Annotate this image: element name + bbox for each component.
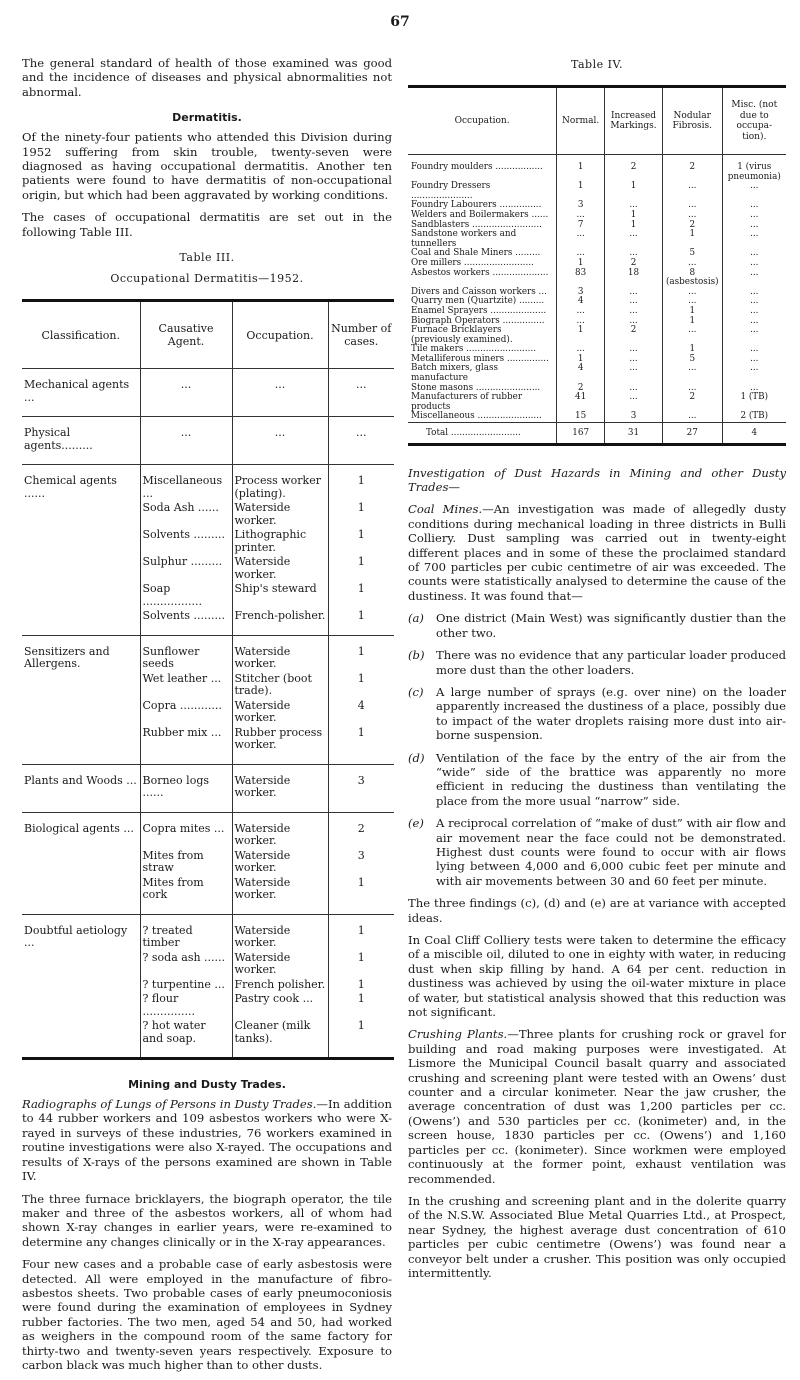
table3-classification <box>22 876 140 915</box>
table4-cell-occ: Miscellaneous ....................... <box>411 411 542 422</box>
table3-number: 1 <box>328 501 394 528</box>
table3-occupation: Pastry cook ... <box>232 992 328 1019</box>
table4-cell-normal: 1 <box>557 182 605 201</box>
table3-agent: Sulphur ......... <box>140 555 232 582</box>
table3-agent: Sunflower seeds <box>140 635 232 672</box>
table3-row <box>22 528 394 555</box>
table3-title: Table III. <box>179 251 235 265</box>
table4-cell-nod: ... <box>662 182 722 201</box>
table3-occupation: Waterside worker. <box>232 699 328 726</box>
table3-classification <box>22 849 140 876</box>
table3-number: ... <box>328 417 394 465</box>
table4-cell-nod: ... <box>662 211 722 221</box>
table3-agent: Mites from cork <box>140 876 232 915</box>
coal-lead: Coal Mines. <box>408 502 483 517</box>
table3-number: 1 <box>328 609 394 635</box>
table4-cell-occ: Biograph Operators ............... <box>411 315 545 326</box>
table3-row <box>22 609 394 635</box>
table3-number: 1 <box>328 635 394 672</box>
table3-agent: ? flour ............... <box>140 992 232 1019</box>
table3-classification <box>22 672 140 699</box>
table3-row <box>22 465 394 502</box>
table4-cell-inc: 3 <box>605 412 663 422</box>
table3-row <box>22 849 394 876</box>
table3-occupation: French polisher. <box>232 978 328 993</box>
findings-list-label: (e) <box>408 816 424 831</box>
table3-row <box>22 914 394 951</box>
table4-cell-normal: 2 <box>557 384 605 394</box>
mining-paragraph-1 <box>22 1097 392 1183</box>
table3-row <box>22 876 394 915</box>
table4-cell-occ: Foundry Dressers ...................... <box>411 181 491 201</box>
table4-cell-inc: 1 <box>605 182 663 201</box>
table4-cell-occ: Foundry Labourers ............... <box>411 200 542 211</box>
table4-cell-nod: 1 <box>662 230 722 249</box>
table4-cell-normal: ... <box>557 211 605 221</box>
table4-cell-inc: ... <box>605 288 663 298</box>
table3-occupation: Waterside worker. <box>232 764 328 812</box>
table3-classification: Sensitizers and Allergens. <box>22 635 140 672</box>
table3-occupation: French-polisher. <box>232 609 328 635</box>
table4-cell-occ: Furnace Bricklayers (previously examined). <box>411 325 513 345</box>
investigation-heading-text: Investigation of Dust Hazards in Mining and other Dusty Trades— <box>408 465 786 495</box>
table4-cell-inc: ... <box>605 345 663 355</box>
table4-cell-inc: 2 <box>605 326 663 345</box>
table4-header: Normal. <box>557 87 605 155</box>
table4-cell-nod: ... <box>662 384 722 394</box>
table4-header: Nodular Fibrosis. <box>662 87 722 155</box>
table3-occupation: Rubber process worker. <box>232 726 328 765</box>
table3-agent: ? treated timber <box>140 914 232 951</box>
table3-row <box>22 417 394 465</box>
table3-classification <box>22 555 140 582</box>
table3-number: 4 <box>328 699 394 726</box>
table3-row <box>22 992 394 1019</box>
table3-number: 1 <box>328 528 394 555</box>
table4-cell-occ: Metalliferous miners ............... <box>411 353 549 364</box>
table3-number: 3 <box>328 849 394 876</box>
mining-heading: Mining and Dusty Trades. <box>128 1078 286 1092</box>
table4-cell-occ: Sandblasters ......................... <box>411 219 542 230</box>
table4-cell-normal: 1 <box>557 259 605 269</box>
table4-cell-inc: 2 <box>605 259 663 269</box>
table4-cell-misc: 1 (TB) <box>722 393 786 412</box>
crushing-paragraph-2: In the crushing and screening plant and in the dolerite quarry of the N.S.W. Associated Blue Metal Quarries Ltd., at Prospect, near Sydney, the highest average dust concentration of 610 particles per cubic centimetre (Owens’) was found near a conveyor belt under a crusher. This position was only occupied intermittently. <box>408 1193 786 1280</box>
table4-cell-inc: 2 <box>605 155 663 183</box>
table3-classification <box>22 951 140 978</box>
table3-number: 1 <box>328 876 394 915</box>
table3-row <box>22 635 394 672</box>
table3-occupation: Waterside worker. <box>232 951 328 978</box>
findings-list-label: (b) <box>408 648 425 663</box>
table4-cell-misc: ... <box>722 269 786 288</box>
findings-list-text: A large number of sprays (e.g. over nine) on the loader apparently increased the dustiness of a place, possibly due to impact of the water droplets raising more dust into air-borne suspension. <box>436 684 786 743</box>
table4-cell-misc: ... <box>722 211 786 221</box>
table3-agent: Mites from straw <box>140 849 232 876</box>
table4-cell-inc: ... <box>605 230 663 249</box>
coal-cliff-paragraph: In Coal Cliff Colliery tests were taken to determine the efficacy of a miscible oil, diluted to one in eighty with water, in reducing dust when skip filling by hand. A 64 per cent. reduction in dustiness was achieved by using the oil-water mixture in place of water, but statistical analysis showed that this reduction was not significant. <box>408 933 786 1020</box>
findings-list-item <box>408 816 786 888</box>
coal-paragraph <box>408 502 786 603</box>
table3-body <box>22 369 394 1059</box>
table3-occupation: Cleaner (milk tanks). <box>232 1019 328 1059</box>
page-number: 67 <box>390 14 410 30</box>
table3-number: 1 <box>328 914 394 951</box>
table4-total-misc: 4 <box>722 423 786 445</box>
table3-classification: Biological agents ... <box>22 812 140 849</box>
table4-cell-normal: 4 <box>557 364 605 383</box>
table3-agent: Wet leather ... <box>140 672 232 699</box>
table3-occupation: Waterside worker. <box>232 635 328 672</box>
table4-cell-nod: ... <box>662 297 722 307</box>
table4-total-occ: Total ......................... <box>408 423 557 445</box>
table4-header-row <box>408 87 786 155</box>
findings-list-label: (c) <box>408 684 424 699</box>
table4-cell-nod: 2 <box>662 155 722 183</box>
table3-occupation: Waterside worker. <box>232 849 328 876</box>
table3-number: 1 <box>328 726 394 765</box>
crushing-paragraph-1-text: —Three plants for crushing rock or gravel for building and road making purposes were investigated. At Lismore the Municipal Council basalt quarry and associated crushing and screening plant were tested with an Owens’ dust counter and a circular konimeter. Near the jaw crusher, the average concentration of dust was 1,200 particles per cc. (Owens’) and 530 particles per cc. (konimeter) and, in the screen house, 1830 particles per cc. (Owens’) and 1,160 particles per cc. (konimeter). Since workmen were employed continuously at the former point, exhaust ventilation was recommended. <box>408 1027 787 1186</box>
table4-cell-misc: ... <box>722 221 786 231</box>
table3-occupation: ... <box>232 369 328 417</box>
table4-cell-occ: Foundry moulders ................. <box>411 162 543 172</box>
right-column <box>408 56 786 1288</box>
table3-classification: Doubtful aetiology ... <box>22 914 140 951</box>
table4-cell-nod: 2 <box>662 393 722 412</box>
table3-row <box>22 555 394 582</box>
table4-cell-occ: Coal and Shale Miners ......... <box>411 248 541 259</box>
table3-number: 1 <box>328 978 394 993</box>
table3-occupation: Waterside worker. <box>232 876 328 915</box>
table4-cell-nod: 5 <box>662 355 722 365</box>
findings-list-text: There was no evidence that any particular loader produced more dust than the other loaders. <box>436 648 786 677</box>
crushing-paragraph-1 <box>408 1027 786 1185</box>
table3-agent: Solvents ......... <box>140 528 232 555</box>
table4-cell-nod: ... <box>662 412 722 422</box>
table3-header: Occupation. <box>232 301 328 369</box>
table3-number: 1 <box>328 951 394 978</box>
findings-list-text: One district (Main West) was significantly dustier than the other two. <box>436 611 786 640</box>
table4-cell-misc: ... <box>722 259 786 269</box>
table4-header: Occupation. <box>408 87 557 155</box>
table3-number: 1 <box>328 992 394 1019</box>
table3-classification <box>22 609 140 635</box>
table3 <box>22 299 394 1060</box>
table3-header: Number of cases. <box>328 301 394 369</box>
table4-cell-misc: ... <box>722 297 786 307</box>
table3-agent: ? hot water and soap. <box>140 1019 232 1059</box>
table4-cell-misc: ... <box>722 307 786 317</box>
table4-cell-misc: ... <box>722 326 786 345</box>
table3-occupation: Stitcher (boot trade). <box>232 672 328 699</box>
table4-cell-misc: 1 (virus pneumonia) <box>722 155 786 183</box>
crushing-lead: Crushing Plants. <box>408 1027 508 1042</box>
table4-row <box>408 155 786 183</box>
table3-agent: ? turpentine ... <box>140 978 232 993</box>
table4-cell-nod: 5 <box>662 249 722 259</box>
table4-cell-occ: Divers and Caisson workers ... <box>411 286 547 297</box>
table3-header: Classification. <box>22 301 140 369</box>
findings-list-label: (d) <box>408 750 425 765</box>
table4-row <box>408 364 786 383</box>
table4-cell-misc: ... <box>722 364 786 383</box>
table3-row <box>22 699 394 726</box>
table4-cell-inc: ... <box>605 201 663 211</box>
table4-cell-misc: ... <box>722 182 786 201</box>
table4-cell-normal: 1 <box>557 355 605 365</box>
table4-cell-occ: Manufacturers of rubber products <box>411 392 523 412</box>
table4-row <box>408 269 786 288</box>
table4-cell-inc: ... <box>605 249 663 259</box>
table4-cell-normal: 83 <box>557 269 605 288</box>
table4-cell-normal: ... <box>557 230 605 249</box>
table4-cell-normal: 3 <box>557 288 605 298</box>
table4-cell-normal: 1 <box>557 155 605 183</box>
table3-occupation: Ship's steward <box>232 582 328 609</box>
table4-cell-misc: ... <box>722 355 786 365</box>
table4-cell-nod: ... <box>662 364 722 383</box>
table4-cell-normal: 15 <box>557 412 605 422</box>
table4-header: Increased Markings. <box>605 87 663 155</box>
table3-number: 3 <box>328 764 394 812</box>
table4-total-inc: 31 <box>605 423 663 445</box>
table3-row <box>22 812 394 849</box>
table4-cell-occ: Quarry men (Quartzite) ......... <box>411 296 545 307</box>
table3-agent: Borneo logs ...... <box>140 764 232 812</box>
table4-cell-normal: 1 <box>557 326 605 345</box>
mining-paragraph-1-text: —In addition to 44 rubber workers and 109 asbestos workers who were X-rayed in surveys of these industries, 76 workers examined in routine investigations were also X-rayed. The occupations and results of X-rays of the persons examined are shown in Table IV. <box>22 1097 392 1184</box>
table4 <box>408 85 786 446</box>
table4-cell-occ: Enamel Sprayers .................... <box>411 305 547 316</box>
table3-occupation: Waterside worker. <box>232 501 328 528</box>
table4-cell-inc: ... <box>605 297 663 307</box>
findings-list-item <box>408 611 786 640</box>
table4-cell-inc: ... <box>605 393 663 412</box>
table4-row <box>408 182 786 201</box>
table3-occupation: Lithographic printer. <box>232 528 328 555</box>
table4-cell-nod: ... <box>662 259 722 269</box>
table4-cell-nod: 2 <box>662 221 722 231</box>
table4-row <box>408 326 786 345</box>
table3-classification <box>22 699 140 726</box>
table3-subtitle: Occupational Dermatitis—1952. <box>110 272 304 286</box>
table4-cell-inc: 1 <box>605 221 663 231</box>
table4-title: Table IV. <box>571 58 623 71</box>
intro-paragraph: The general standard of health of those examined was good and the incidence of diseases and physical abnormalities not abnormal. <box>22 56 392 99</box>
table4-cell-occ: Stone masons ....................... <box>411 382 541 393</box>
table4-cell-normal: 3 <box>557 201 605 211</box>
table3-row <box>22 672 394 699</box>
table3-classification <box>22 582 140 609</box>
table4-cell-nod: ... <box>662 288 722 298</box>
table3-number: ... <box>328 369 394 417</box>
dermatitis-paragraph-1: Of the ninety-four patients who attended this Division during 1952 suffering from skin trouble, twenty-seven were diagnosed as having occupational dermatitis. Another ten patients were found to have dermatitis of non-occupational origin, but which had been aggravated by working conditions. <box>22 130 392 202</box>
table4-cell-normal: 4 <box>557 297 605 307</box>
findings-list-label: (a) <box>408 611 424 626</box>
table4-cell-nod: ... <box>662 326 722 345</box>
table4-row <box>408 393 786 412</box>
table3-classification <box>22 992 140 1019</box>
table3-agent: Copra mites ... <box>140 812 232 849</box>
findings-paragraph: The three findings (c), (d) and (e) are at variance with accepted ideas. <box>408 896 786 925</box>
table4-cell-nod: 1 <box>662 345 722 355</box>
table4-cell-misc: 2 (TB) <box>722 412 786 422</box>
table3-agent: Rubber mix ... <box>140 726 232 765</box>
findings-list-text: A reciprocal correlation of “make of dust” with air flow and air movement near the face could not be demonstrated. Highest dust counts were found to occur with air flows lying between 4,000 and 6,000 cubic feet per minute and with air movements between 30 and 60 feet per minute. <box>436 816 786 888</box>
table3-classification <box>22 1019 140 1059</box>
table3-agent: Solvents ......... <box>140 609 232 635</box>
table3-occupation: Process worker (plating). <box>232 465 328 502</box>
table3-agent: ... <box>140 369 232 417</box>
mining-paragraph-3: Four new cases and a probable case of early asbestosis were detected. All were employed in the manufacture of fibro-asbestos sheets. Two probable cases of early pneumoconiosis were found during the examination of employees in Sydney rubber factories. The two men, aged 54 and 50, had worked as weighers in the compound room of the same factory for thirty-two and twenty-seven years respectively. Exposure to carbon black was much higher than to other dusts. <box>22 1257 392 1372</box>
dermatitis-heading: Dermatitis. <box>172 111 242 125</box>
dermatitis-paragraph-2: The cases of occupational dermatitis are set out in the following Table III. <box>22 210 392 239</box>
table4-cell-misc: ... <box>722 201 786 211</box>
table4-cell-occ: Batch mixers, glass manufacture <box>411 363 498 384</box>
table4-cell-misc: ... <box>722 230 786 249</box>
table4-cell-inc: ... <box>605 355 663 365</box>
table4-cell-misc: ... <box>722 384 786 394</box>
findings-list-text: Ventilation of the face by the entry of the air from the “wide” side of the brattice was apparently no more efficient in reducing the dustiness than ventilating the place from the more usual “narrow” side. <box>436 750 786 808</box>
table4-total-normal: 167 <box>557 423 605 445</box>
table4-cell-occ: Welders and Boilermakers ...... <box>411 209 549 220</box>
table3-row <box>22 582 394 609</box>
table4-cell-normal: ... <box>557 249 605 259</box>
table4-total-nod: 27 <box>662 423 722 445</box>
table4-cell-misc: ... <box>722 249 786 259</box>
table3-occupation: Waterside worker. <box>232 914 328 951</box>
table3-classification <box>22 501 140 528</box>
findings-list-item <box>408 648 786 677</box>
table3-header: Causative Agent. <box>140 301 232 369</box>
table4-cell-nod: ... <box>662 201 722 211</box>
table4-cell-inc: ... <box>605 364 663 383</box>
table4-cell-inc: ... <box>605 307 663 317</box>
findings-list-item <box>408 685 786 743</box>
table3-number: 2 <box>328 812 394 849</box>
table4-cell-normal: 7 <box>557 221 605 231</box>
table4-cell-inc: ... <box>605 317 663 327</box>
findings-list <box>408 611 786 888</box>
table3-number: 1 <box>328 465 394 502</box>
table4-cell-nod: 8 (asbestosis) <box>662 269 722 288</box>
table4-header: Misc. (not due to occupa-tion). <box>722 87 786 155</box>
table3-classification <box>22 528 140 555</box>
table4-cell-normal: ... <box>557 317 605 327</box>
table4-cell-inc: ... <box>605 384 663 394</box>
table4-total-row <box>408 423 786 445</box>
table4-cell-nod: 1 <box>662 317 722 327</box>
table3-agent: Copra ............ <box>140 699 232 726</box>
table3-row <box>22 764 394 812</box>
table3-occupation: ... <box>232 417 328 465</box>
table4-cell-misc: ... <box>722 288 786 298</box>
table3-number: 1 <box>328 1019 394 1059</box>
table3-agent: Soda Ash ...... <box>140 501 232 528</box>
table3-agent: ? soda ash ...... <box>140 951 232 978</box>
table3-classification: Mechanical agents ... <box>22 369 140 417</box>
table4-cell-normal: ... <box>557 345 605 355</box>
table3-classification: Physical agents......... <box>22 417 140 465</box>
table3-row <box>22 978 394 993</box>
table3-agent: ... <box>140 417 232 465</box>
table3-number: 1 <box>328 582 394 609</box>
table4-cell-occ: Sandstone workers and tunnellers <box>411 229 517 249</box>
table3-classification <box>22 726 140 765</box>
table3-number: 1 <box>328 672 394 699</box>
mining-paragraph-2: The three furnace bricklayers, the biograph operator, the tile maker and three of the asbestos workers, all of whom had shown X-ray changes in earlier years, were re-examined to determine any changes clinically or in the X-ray appearances. <box>22 1191 392 1249</box>
table3-occupation: Waterside worker. <box>232 555 328 582</box>
table4-cell-misc: ... <box>722 317 786 327</box>
table3-row <box>22 501 394 528</box>
table3-agent: Soap ................. <box>140 582 232 609</box>
table4-cell-inc: 18 <box>605 269 663 288</box>
table4-cell-occ: Asbestos workers .................... <box>411 267 549 278</box>
table4-body <box>408 155 786 445</box>
table4-cell-normal: 41 <box>557 393 605 412</box>
left-column <box>22 56 392 1380</box>
table3-occupation: Waterside worker. <box>232 812 328 849</box>
table3-classification <box>22 978 140 993</box>
mining-lead: Radiographs of Lungs of Persons in Dusty Trades. <box>22 1097 317 1112</box>
table4-cell-misc: ... <box>722 345 786 355</box>
table4-cell-inc: 1 <box>605 211 663 221</box>
table4-row <box>408 230 786 249</box>
table4-cell-occ: Ore millers ......................... <box>411 257 534 268</box>
table3-row <box>22 726 394 765</box>
table3-classification: Chemical agents ...... <box>22 465 140 502</box>
findings-list-item <box>408 751 786 809</box>
table3-row <box>22 369 394 417</box>
table3-classification: Plants and Woods ... <box>22 764 140 812</box>
table3-agent: Miscellaneous ... <box>140 465 232 502</box>
investigation-heading <box>408 466 786 495</box>
table3-row <box>22 951 394 978</box>
table4-cell-normal: ... <box>557 307 605 317</box>
table4-row <box>408 412 786 422</box>
table3-header-row <box>22 301 394 369</box>
table3-number: 1 <box>328 555 394 582</box>
table4-cell-nod: 1 <box>662 307 722 317</box>
table4-cell-occ: Tile makers ......................... <box>411 344 537 355</box>
table3-row <box>22 1019 394 1059</box>
coal-paragraph-text: —An investigation was made of allegedly dusty conditions during mechanical loading in three districts in Bulli Colliery. Dust sampling was carried out in twenty-eight different places and in some of these the proclaimed standard of 700 particles per cubic centimetre of air was exceeded. The counts were statistically analysed to determine the cause of the dustiness. It was found that— <box>408 502 786 603</box>
